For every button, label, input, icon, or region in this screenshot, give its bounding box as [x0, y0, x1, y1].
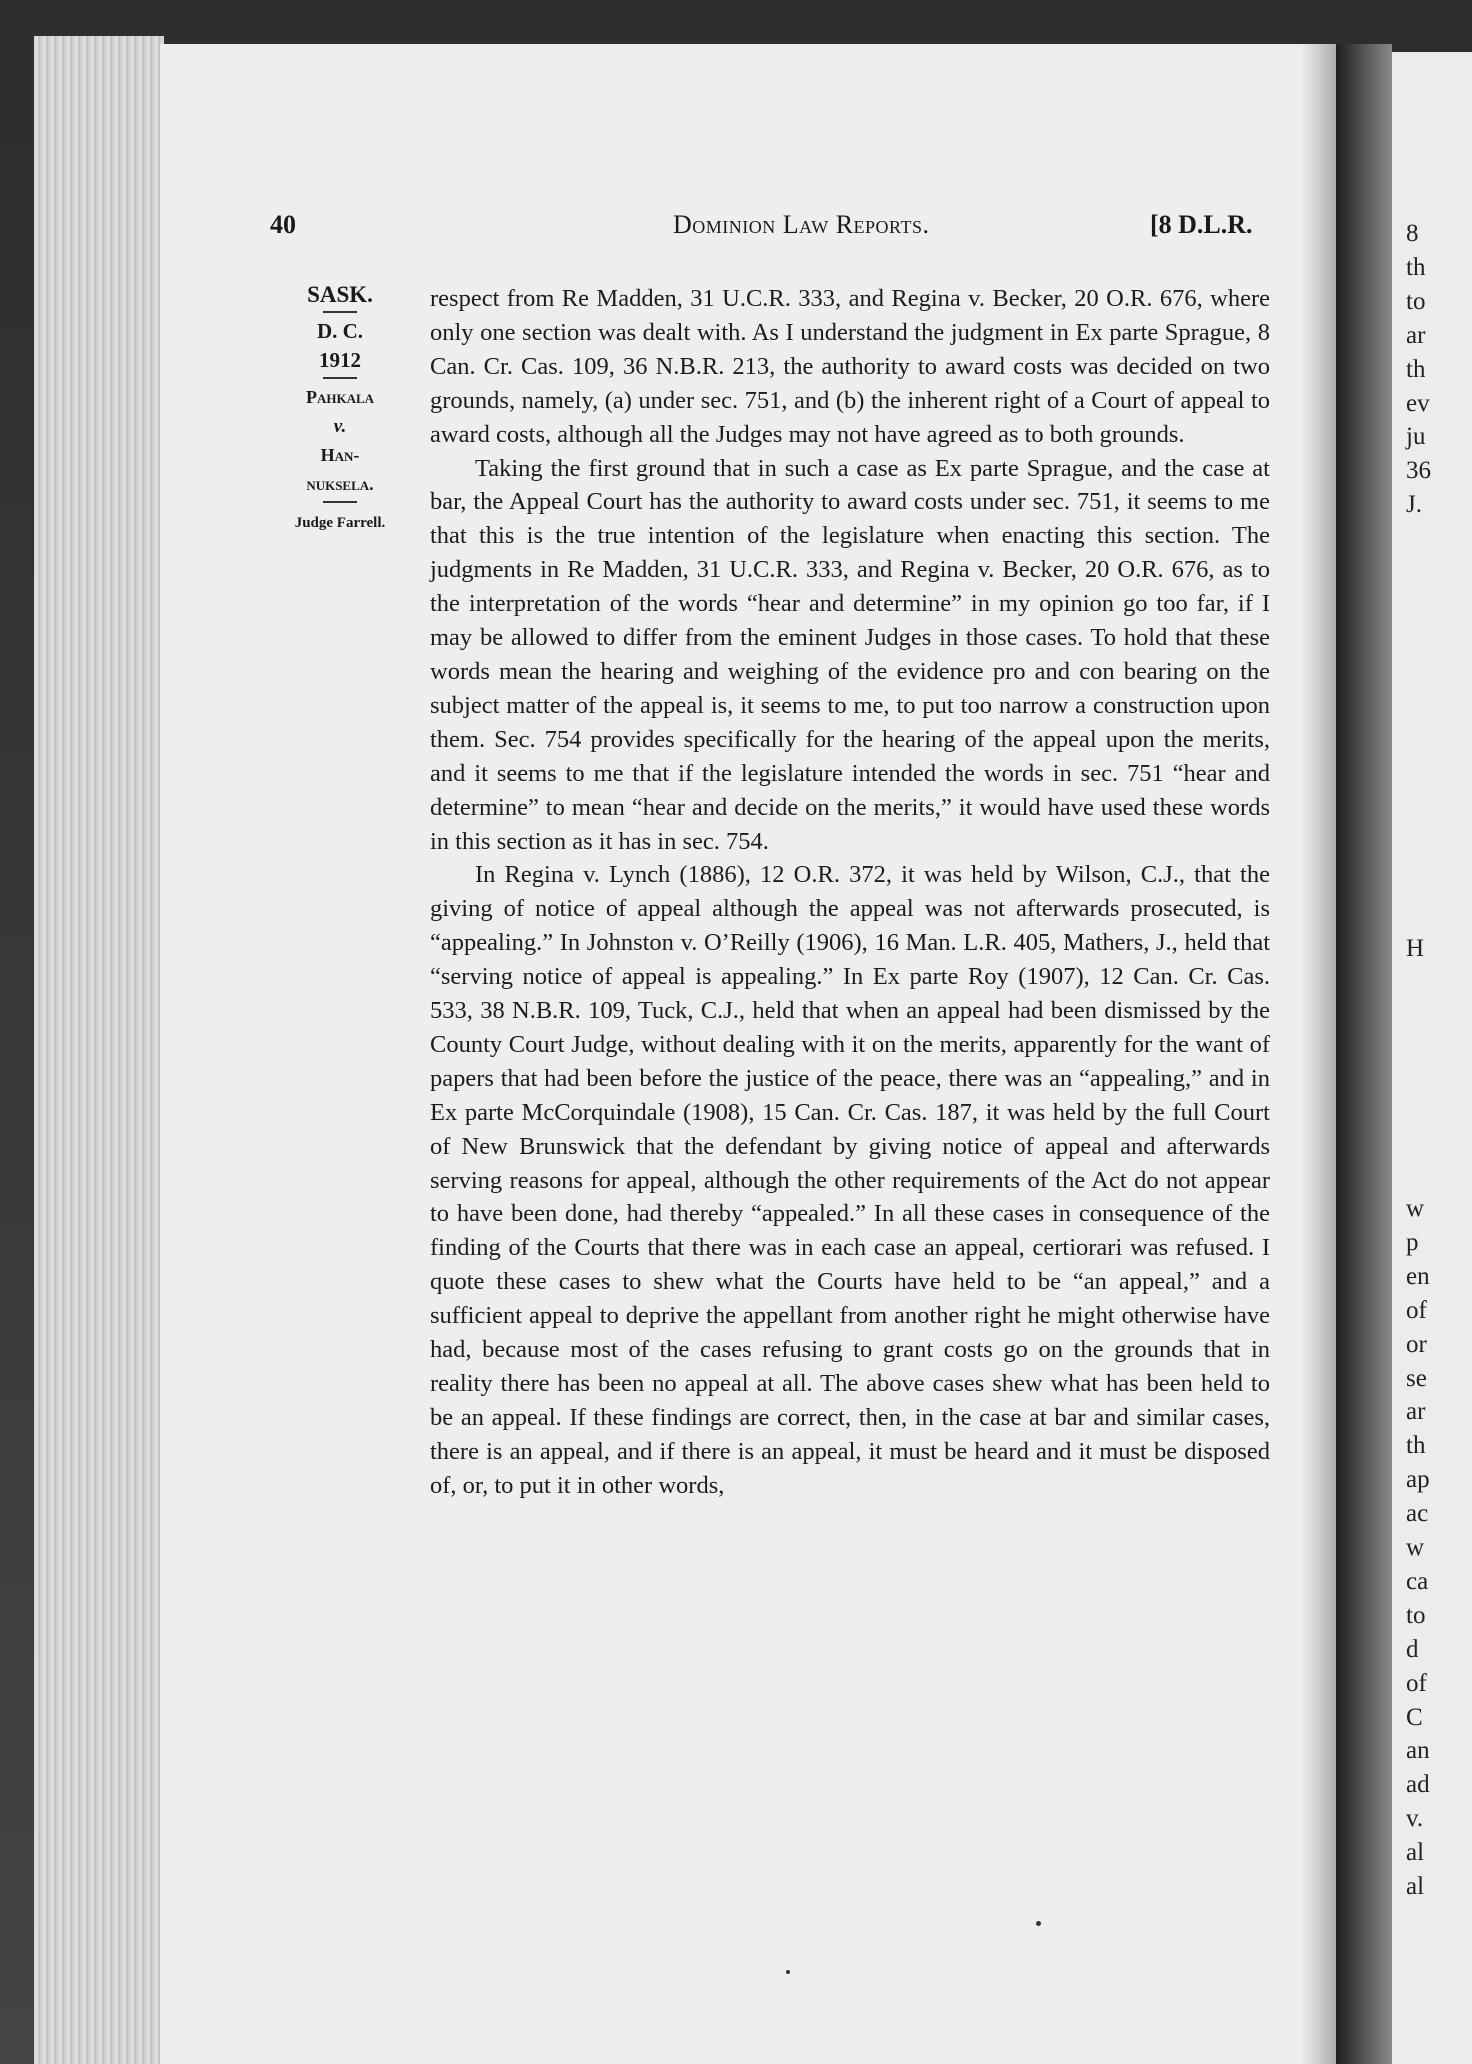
facing-page-fragment: ev: [1406, 389, 1430, 417]
facing-page-fragment: ca: [1406, 1567, 1429, 1595]
body-text: [430, 282, 1270, 1503]
facing-page-fragment: th: [1406, 1432, 1426, 1460]
margin-year: 1912: [319, 348, 361, 372]
margin-note: [270, 280, 410, 538]
facing-page-fragment: an: [1406, 1737, 1430, 1765]
facing-page-fragment: en: [1406, 1262, 1430, 1290]
facing-page-fragment: w: [1406, 1195, 1425, 1222]
speck: [786, 1970, 790, 1974]
facing-page-fragment: 8: [1406, 220, 1419, 247]
margin-party-2a: Han-: [320, 445, 360, 465]
facing-page-fragment: 36: [1406, 457, 1431, 485]
margin-party-1: Pahkala: [305, 387, 375, 407]
margin-rule: [323, 377, 357, 379]
facing-page-fragment: ju: [1406, 423, 1426, 451]
margin-rule: [323, 501, 357, 503]
facing-page-fragment: se: [1406, 1364, 1427, 1392]
facing-page-fragment: ap: [1406, 1466, 1430, 1494]
facing-page-fragment: ar: [1406, 321, 1426, 349]
facing-page-fragment: th: [1406, 355, 1426, 383]
facing-page-fragment: al: [1406, 1839, 1425, 1867]
facing-page-fragment: al: [1406, 1873, 1425, 1900]
facing-page-fragment: H: [1406, 935, 1425, 962]
page-edges-left: [34, 36, 164, 2064]
margin-court: D. C.: [316, 319, 364, 343]
facing-page-fragment: or: [1406, 1330, 1427, 1358]
facing-page-fragment: of: [1406, 1296, 1427, 1324]
facing-page-fragment: w: [1406, 1534, 1425, 1561]
margin-rule: [323, 311, 357, 313]
running-title: Dominion Law Reports.: [673, 210, 930, 239]
page-number: 40: [270, 210, 296, 239]
paragraph: In Regina v. Lynch (1886), 12 O.R. 372, it was held by Wilson, C.J., that the giving of notice of appeal although the appeal was not afterwards prosecuted, is “appealing.” In Johnston v. O’Reilly (1906), 16 Man. L.R. 405, Mathers, J., held that “serving notice of appeal is appealing.” In Ex parte Roy (1907), 12 Can. Cr. Cas. 533, 38 N.B.R. 109, Tuck, C.J., held that when an appeal had been dismissed by the County Court Judge, without dealing with it on the merits, apparently for the want of papers that had been before the justice of the peace, there was an “appealing,” and in Ex parte McCorquindale (1908), 15 Can. Cr. Cas. 187, it was held by the full Court of New Brunswick that the defendant by giving notice of appeal and afterwards serving reasons for appeal, although the other requirements of the Act do not appear to have been done, had thereby “appealed.” In all these cases in consequence of the finding of the Courts that there was in each case an appeal, certiorari was refused. I quote these cases to shew what the Courts have held to be “an appeal,” and a sufficient appeal to deprive the appellant from another right he might otherwise have had, because most of the cases refusing to grant costs go on the grounds that in reality there has been no appeal at all. The above cases shew what has been held to be an appeal. If these findings are correct, then, in the case at bar and similar cases, there is an appeal, and if there is an appeal, it must be heard and it must be disposed of, or, to put it in other words,: [430, 861, 1270, 1499]
facing-page-fragment: C: [1406, 1703, 1423, 1731]
facing-page: [1392, 52, 1472, 2064]
facing-page-fragment: th: [1406, 253, 1426, 281]
margin-party-2b: nuksela.: [306, 474, 374, 494]
facing-page-fragment: v.: [1406, 1805, 1424, 1833]
facing-page-fragment: d: [1406, 1635, 1419, 1663]
speck: [1036, 1921, 1041, 1926]
facing-page-fragment: p: [1406, 1228, 1419, 1256]
facing-page-fragment: to: [1406, 287, 1426, 315]
margin-versus: v.: [333, 416, 347, 437]
book-gutter: [1336, 44, 1392, 2064]
facing-page-fragment: J.: [1406, 491, 1422, 519]
margin-judge: Judge Farrell.: [294, 515, 386, 531]
paragraph: Taking the first ground that in such a case as Ex parte Sprague, and the case at bar, the Appeal Court has the authority to award costs under sec. 751, it seems to me that this is the true intention of the legislature when enacting this section. The judgments in Re Madden, 31 U.C.R. 333, and Regina v. Becker, 20 O.R. 676, as to the interpretation of the words “hear and determine” in my opinion go too far, if I may be allowed to differ from the eminent Judges in those cases. To hold that these words mean the hearing and weighing of the evidence pro and con bearing on the subject matter of the appeal is, it seems to me, to put too narrow a construction upon them. Sec. 754 provides specifically for the hearing of the appeal upon the merits, and it seems to me that if the legislature intended the words in sec. 751 “hear and determine” to mean “hear and decide on the merits,” it would have used these words in this section as it has in sec. 754.: [430, 454, 1270, 855]
facing-page-fragment: of: [1406, 1669, 1427, 1697]
margin-province: SASK.: [307, 282, 373, 307]
paragraph: respect from Re Madden, 31 U.C.R. 333, and Regina v. Becker, 20 O.R. 676, where only one section was dealt with. As I understand the judgment in Ex parte Sprague, 8 Can. Cr. Cas. 109, 36 N.B.R. 213, the authority to award costs was decided on two grounds, namely, (a) under sec. 751, and (b) the inherent right of a Court of appeal to award costs, although all the Judges may not have agreed as to both grounds.: [430, 285, 1270, 448]
volume-reference: [8 D.L.R.: [1150, 210, 1253, 239]
facing-page-fragment: ac: [1406, 1500, 1429, 1528]
facing-page-fragment: to: [1406, 1601, 1426, 1629]
facing-page-fragment: ad: [1406, 1771, 1430, 1799]
facing-page-fragment: ar: [1406, 1398, 1426, 1426]
